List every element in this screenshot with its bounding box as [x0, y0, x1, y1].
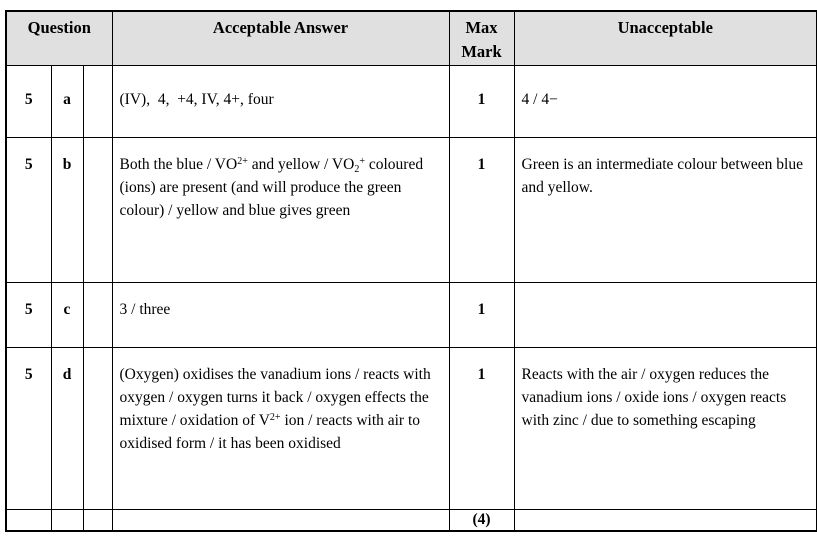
max-mark-cell: 1 [449, 348, 514, 510]
table-row [6, 66, 817, 138]
max-mark-cell: (4) [449, 510, 514, 531]
unacceptable-cell [514, 283, 817, 348]
question-subpart-cell [83, 138, 112, 283]
question-part-cell: a [51, 66, 83, 138]
max-mark-cell: 1 [449, 283, 514, 348]
question-part-cell [51, 510, 83, 531]
header-row [6, 11, 817, 66]
acceptable-answer-cell: Both the blue / $VO^{2+}$ and yellow / $VO_2^+$ coloured (ions) are present (and will produce the green colour) / yellow and blue gives green [112, 138, 449, 283]
question-number-cell: 5 [6, 348, 51, 510]
header-unacceptable: Unacceptable [514, 11, 817, 66]
table-row [6, 283, 817, 348]
max-mark-cell: 1 [449, 66, 514, 138]
question-subpart-cell [83, 348, 112, 510]
mark-scheme-body [6, 66, 817, 531]
question-number-cell [6, 510, 51, 531]
question-number-cell: 5 [6, 138, 51, 283]
header-question: Question [6, 11, 112, 66]
table-row [6, 510, 817, 531]
acceptable-answer-cell [112, 510, 449, 531]
question-subpart-cell [83, 283, 112, 348]
question-subpart-cell [83, 510, 112, 531]
table-row [6, 348, 817, 510]
acceptable-answer-cell: 3 / three [112, 283, 449, 348]
unacceptable-cell [514, 510, 817, 531]
table-row [6, 138, 817, 283]
table-header [6, 11, 817, 66]
unacceptable-cell: Reacts with the air / oxygen reduces the vanadium ions / oxide ions / oxygen reacts with zinc / due to something escaping [514, 348, 817, 510]
question-number-cell: 5 [6, 66, 51, 138]
header-max-mark: Max Mark [449, 11, 514, 66]
unacceptable-cell: 4 / 4− [514, 66, 817, 138]
mark-scheme-table [5, 10, 817, 532]
question-subpart-cell [83, 66, 112, 138]
question-part-cell: d [51, 348, 83, 510]
question-part-cell: b [51, 138, 83, 283]
question-part-cell: c [51, 283, 83, 348]
acceptable-answer-cell: (IV), 4, +4, IV, 4+, four [112, 66, 449, 138]
question-number-cell: 5 [6, 283, 51, 348]
acceptable-answer-cell: (Oxygen) oxidises the vanadium ions / reacts with oxygen / oxygen turns it back / oxygen effects the mixture / oxidation of $V^{2+}$ ion / reacts with air to oxidised form / it has been oxidised [112, 348, 449, 510]
max-mark-cell: 1 [449, 138, 514, 283]
header-acceptable-answer: Acceptable Answer [112, 11, 449, 66]
unacceptable-cell: Green is an intermediate colour between blue and yellow. [514, 138, 817, 283]
